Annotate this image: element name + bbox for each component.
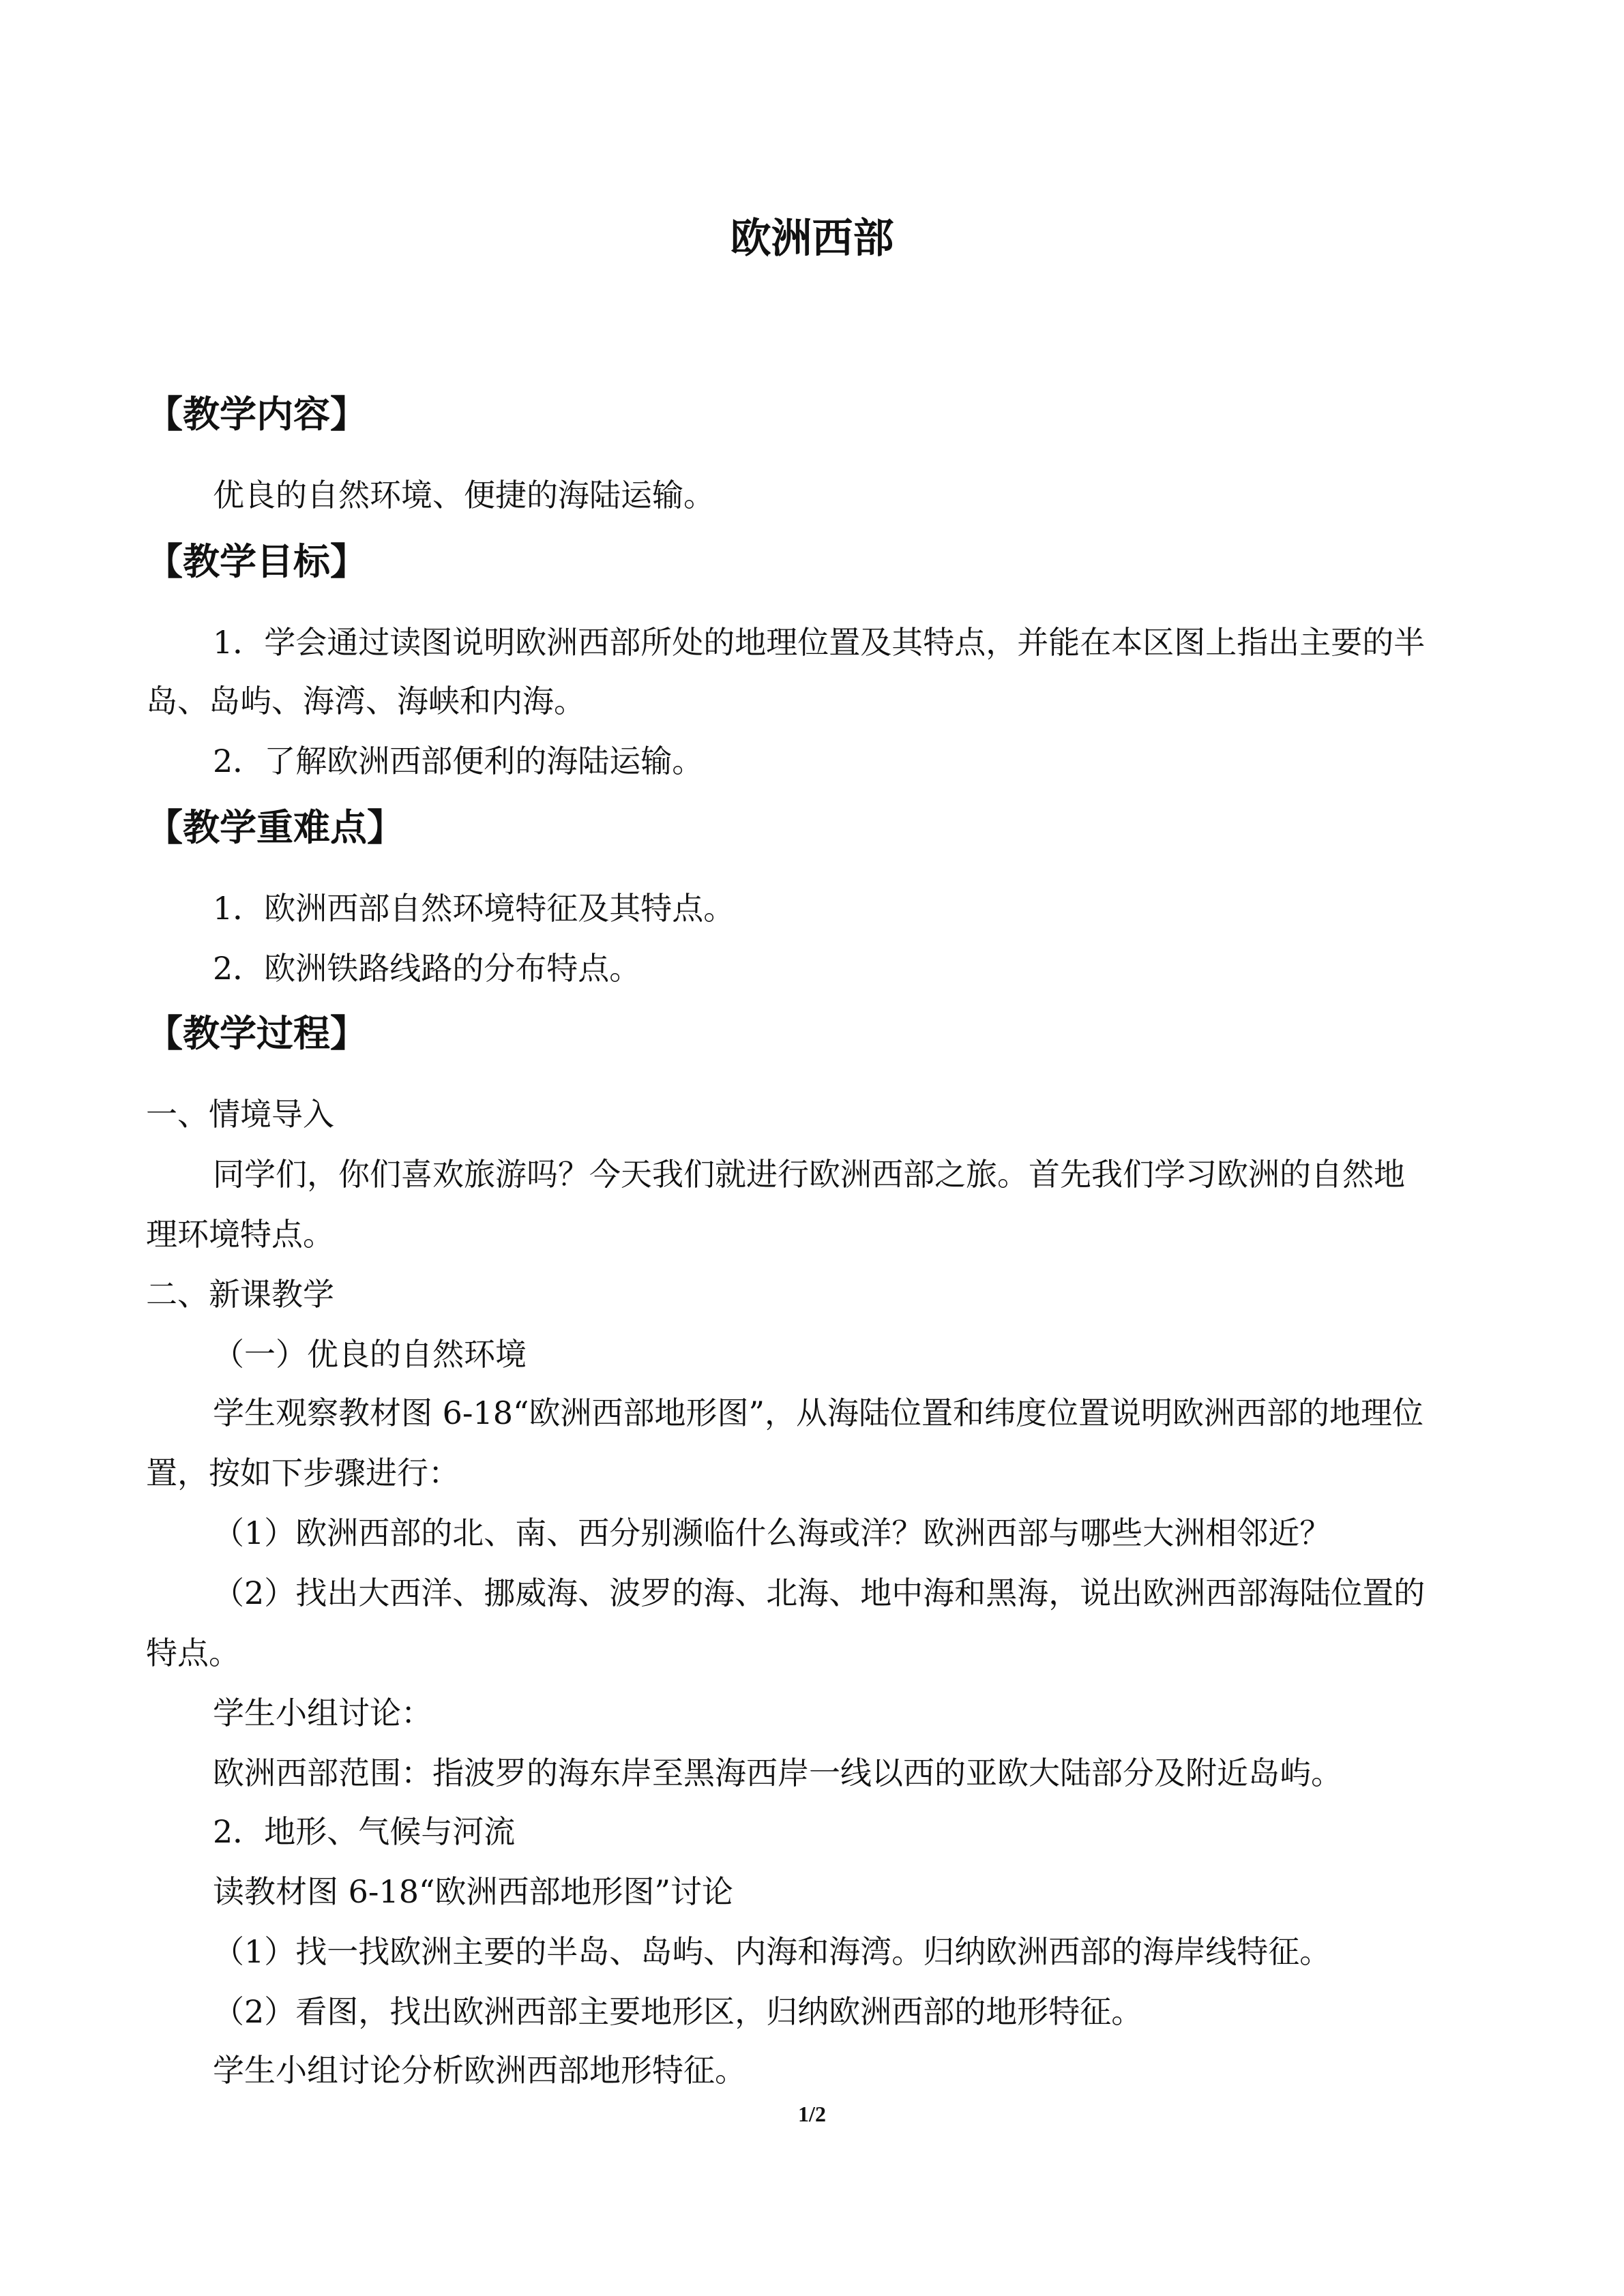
paragraph: （一）优良的自然环境	[213, 1336, 527, 1373]
paragraph: 岛、岛屿、海湾、海峡和内海。	[146, 683, 585, 719]
paragraph: 优良的自然环境、便捷的海陆运输。	[213, 477, 715, 513]
paragraph: 一、情境导入	[146, 1096, 334, 1133]
section-heading-process: 【教学过程】	[146, 1011, 367, 1055]
paragraph: 1．学会通过读图说明欧洲西部所处的地理位置及其特点，并能在本区图上指出主要的半	[213, 624, 1426, 661]
section-heading-content: 【教学内容】	[146, 392, 367, 436]
section-heading-key-points: 【教学重难点】	[146, 805, 404, 849]
paragraph: 理环境特点。	[146, 1216, 334, 1253]
paragraph: （1）找一找欧洲主要的半岛、岛屿、内海和海湾。归纳欧洲西部的海岸线特征。	[213, 1933, 1331, 1970]
paragraph: （2）找出大西洋、挪威海、波罗的海、北海、地中海和黑海，说出欧洲西部海陆位置的	[213, 1575, 1426, 1611]
paragraph: 2．欧洲铁路线路的分布特点。	[213, 950, 641, 987]
paragraph: 学生观察教材图 6-18“欧洲西部地形图”，从海陆位置和纬度位置说明欧洲西部的地理位	[213, 1395, 1423, 1431]
paragraph: 读教材图 6-18“欧洲西部地形图”讨论	[213, 1873, 733, 1910]
paragraph: 同学们，你们喜欢旅游吗？今天我们就进行欧洲西部之旅。首先我们学习欧洲的自然地	[213, 1156, 1405, 1193]
paragraph: 学生小组讨论：	[213, 1695, 432, 1731]
page-title: 欧洲西部	[730, 215, 894, 263]
paragraph: 学生小组讨论分析欧洲西部地形特征。	[213, 2052, 746, 2089]
paragraph: 特点。	[146, 1635, 240, 1671]
paragraph: 二、新课教学	[146, 1276, 334, 1313]
paragraph: 欧洲西部范围：指波罗的海东岸至黑海西岸一线以西的亚欧大陆部分及附近岛屿。	[213, 1755, 1342, 1791]
paragraph: 1．欧洲西部自然环境特征及其特点。	[213, 890, 735, 927]
paragraph: 2．了解欧洲西部便利的海陆运输。	[213, 743, 704, 779]
paragraph: （1）欧洲西部的北、南、西分别濒临什么海或洋？欧洲西部与哪些大洲相邻近？	[213, 1515, 1331, 1551]
paragraph: （2）看图，找出欧洲西部主要地形区，归纳欧洲西部的地形特征。	[213, 1993, 1143, 2030]
section-heading-goals: 【教学目标】	[146, 539, 367, 583]
page-number: 1/2	[798, 2102, 826, 2126]
paragraph: 置，按如下步骤进行：	[146, 1455, 460, 1491]
paragraph: 2．地形、气候与河流	[213, 1813, 516, 1850]
